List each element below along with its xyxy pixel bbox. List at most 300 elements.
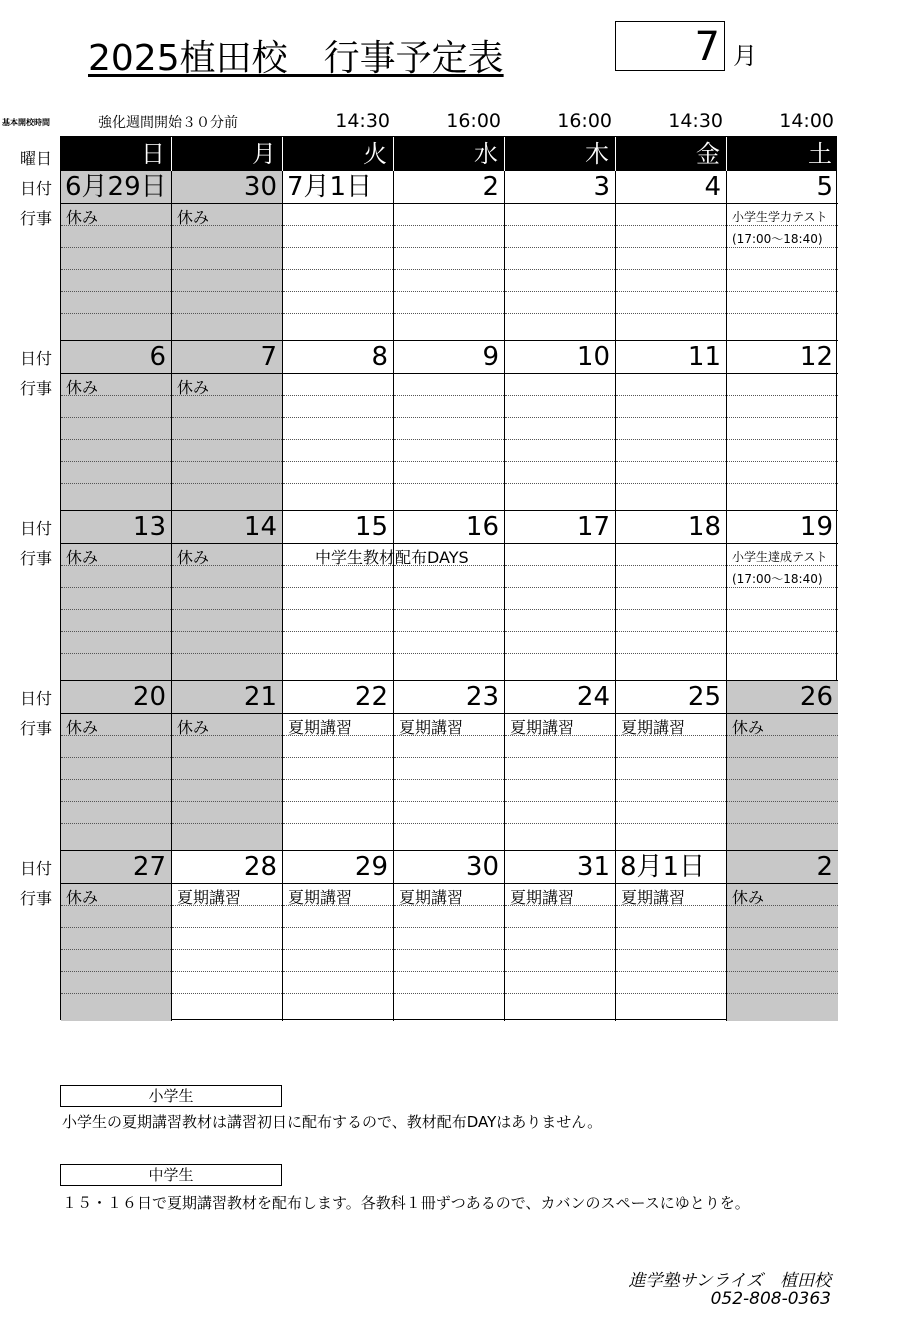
- dotted-line: [283, 483, 393, 484]
- day-cell: [172, 171, 283, 341]
- day-cell: [505, 511, 616, 681]
- day-cell: [172, 851, 283, 1021]
- dotted-line: [727, 461, 838, 462]
- dotted-line: [172, 823, 282, 824]
- dotted-line: [727, 779, 838, 780]
- dotted-line: [283, 631, 393, 632]
- elementary-note: 小学生の夏期講習教材は講習初日に配布するので、教材配布DAYはありません。: [62, 1113, 603, 1131]
- dotted-line: [172, 461, 282, 462]
- row-label-date: 日付: [20, 859, 53, 878]
- row-label-event: 行事: [20, 549, 53, 568]
- dotted-line: [616, 779, 726, 780]
- dotted-line: [727, 247, 838, 248]
- day-number: 5: [816, 172, 833, 202]
- dotted-line: [505, 757, 615, 758]
- dotted-line: [394, 483, 504, 484]
- dotted-line: [727, 395, 838, 396]
- dotted-line: [394, 587, 504, 588]
- day-cell: [61, 851, 172, 1021]
- date-divider: [394, 373, 504, 374]
- day-cell: [394, 341, 505, 511]
- event-label: 休み: [66, 378, 99, 397]
- day-cell: [727, 681, 838, 851]
- day-cell: [505, 681, 616, 851]
- dotted-line: [727, 993, 838, 994]
- day-number: 2: [482, 172, 499, 202]
- dotted-line: [505, 801, 615, 802]
- dotted-line: [727, 823, 838, 824]
- event-label: 夏期講習: [288, 718, 353, 737]
- dotted-line: [616, 949, 726, 950]
- time-thursday: 16:00: [557, 110, 612, 132]
- dotted-line: [172, 757, 282, 758]
- date-divider: [394, 883, 504, 884]
- day-cell: [505, 851, 616, 1021]
- row-label-date: 日付: [20, 519, 53, 538]
- dotted-line: [61, 801, 171, 802]
- day-number: 12: [799, 342, 833, 372]
- event-label: 夏期講習: [177, 888, 242, 907]
- event-label: 休み: [177, 548, 210, 567]
- dotted-line: [172, 313, 282, 314]
- dotted-line: [505, 609, 615, 610]
- day-number: 4: [704, 172, 721, 202]
- dotted-line: [727, 927, 838, 928]
- date-divider: [283, 713, 393, 714]
- day-number: 7月1日: [287, 172, 373, 202]
- row-label-event: 行事: [20, 889, 53, 908]
- day-number: 2: [816, 852, 833, 882]
- day-cell: [394, 681, 505, 851]
- dotted-line: [61, 417, 171, 418]
- dotted-line: [172, 291, 282, 292]
- dotted-line: [505, 417, 615, 418]
- dotted-line: [61, 993, 171, 994]
- dotted-line: [283, 801, 393, 802]
- dotted-line: [61, 461, 171, 462]
- date-divider: [505, 883, 615, 884]
- dotted-line: [283, 949, 393, 950]
- dotted-line: [394, 439, 504, 440]
- time-wednesday: 16:00: [446, 110, 501, 132]
- event-label: 夏期講習: [621, 718, 686, 737]
- date-divider: [505, 373, 615, 374]
- date-divider: [394, 543, 504, 544]
- day-number: 6: [149, 342, 166, 372]
- date-divider: [283, 883, 393, 884]
- dotted-line: [394, 461, 504, 462]
- row-label-date: 日付: [20, 179, 53, 198]
- day-cell: [283, 341, 394, 511]
- dotted-line: [505, 439, 615, 440]
- dotted-line: [61, 779, 171, 780]
- date-divider: [505, 543, 615, 544]
- event-label: 休み: [732, 718, 765, 737]
- dotted-line: [283, 269, 393, 270]
- row-label-event: 行事: [20, 379, 53, 398]
- day-number: 9: [482, 342, 499, 372]
- date-divider: [283, 543, 393, 544]
- dotted-line: [61, 483, 171, 484]
- dotted-line: [727, 587, 838, 588]
- row-label-date: 日付: [20, 349, 53, 368]
- day-number: 28: [243, 852, 277, 882]
- date-divider: [283, 373, 393, 374]
- dotted-line: [283, 971, 393, 972]
- dotted-line: [172, 483, 282, 484]
- date-divider: [616, 713, 726, 714]
- day-number: 13: [132, 512, 166, 542]
- day-number: 23: [465, 682, 499, 712]
- dotted-line: [505, 971, 615, 972]
- dotted-line: [616, 417, 726, 418]
- day-number: 31: [576, 852, 610, 882]
- dotted-line: [505, 993, 615, 994]
- dotted-line: [283, 225, 393, 226]
- row-label-event: 行事: [20, 719, 53, 738]
- day-number: 10: [576, 342, 610, 372]
- dotted-line: [616, 993, 726, 994]
- dotted-line: [61, 949, 171, 950]
- event-label: 休み: [177, 208, 210, 227]
- dotted-line: [283, 291, 393, 292]
- dotted-line: [727, 313, 838, 314]
- dotted-line: [61, 971, 171, 972]
- dotted-line: [727, 801, 838, 802]
- event-label: (17:00～18:40): [732, 232, 823, 246]
- event-label: 夏期講習: [510, 718, 575, 737]
- dotted-line: [505, 823, 615, 824]
- day-number: 29: [354, 852, 388, 882]
- dotted-line: [505, 587, 615, 588]
- weekday-wed: 水: [394, 137, 505, 171]
- event-label: 夏期講習: [288, 888, 353, 907]
- day-cell: [61, 341, 172, 511]
- dotted-line: [505, 225, 615, 226]
- dotted-line: [283, 609, 393, 610]
- time-saturday: 14:00: [779, 110, 834, 132]
- day-number: 22: [354, 682, 388, 712]
- day-cell: [61, 511, 172, 681]
- dotted-line: [394, 417, 504, 418]
- dotted-line: [283, 993, 393, 994]
- dotted-line: [61, 247, 171, 248]
- day-number: 17: [576, 512, 610, 542]
- date-divider: [616, 543, 726, 544]
- dotted-line: [727, 291, 838, 292]
- date-divider: [616, 203, 726, 204]
- day-cell: [727, 171, 838, 341]
- date-divider: [394, 713, 504, 714]
- day-number: 25: [687, 682, 721, 712]
- dotted-line: [172, 801, 282, 802]
- dotted-line: [283, 461, 393, 462]
- dotted-line: [283, 587, 393, 588]
- weekday-sun: 日: [61, 137, 172, 171]
- date-divider: [172, 203, 282, 204]
- weekday-thu: 木: [505, 137, 616, 171]
- dotted-line: [727, 949, 838, 950]
- dotted-line: [283, 757, 393, 758]
- day-cell: [61, 681, 172, 851]
- event-label: 休み: [66, 548, 99, 567]
- day-cell: [727, 511, 838, 681]
- day-cell: [172, 511, 283, 681]
- dotted-line: [394, 653, 504, 654]
- dotted-line: [61, 823, 171, 824]
- day-cell: [394, 851, 505, 1021]
- date-divider: [727, 713, 838, 714]
- day-number: 16: [465, 512, 499, 542]
- dotted-line: [394, 779, 504, 780]
- dotted-line: [394, 823, 504, 824]
- event-label: 休み: [66, 208, 99, 227]
- dotted-line: [394, 269, 504, 270]
- day-number: 30: [243, 172, 277, 202]
- day-number: 24: [576, 682, 610, 712]
- dotted-line: [394, 949, 504, 950]
- time-tuesday: 14:30: [335, 110, 390, 132]
- date-divider: [172, 883, 282, 884]
- dotted-line: [505, 461, 615, 462]
- dotted-line: [616, 225, 726, 226]
- dotted-line: [616, 247, 726, 248]
- event-label: 夏期講習: [510, 888, 575, 907]
- dotted-line: [283, 417, 393, 418]
- date-divider: [394, 203, 504, 204]
- dotted-line: [61, 439, 171, 440]
- day-number: 21: [243, 682, 277, 712]
- day-number: 27: [132, 852, 166, 882]
- dotted-line: [616, 823, 726, 824]
- dotted-line: [61, 587, 171, 588]
- day-cell: [172, 341, 283, 511]
- dotted-line: [394, 225, 504, 226]
- dotted-line: [172, 269, 282, 270]
- dotted-line: [727, 757, 838, 758]
- day-number: 8月1日: [620, 852, 706, 882]
- date-divider: [61, 203, 171, 204]
- day-number: 8: [371, 342, 388, 372]
- date-divider: [616, 883, 726, 884]
- span-event-label: 中学生教材配布DAYS: [315, 548, 469, 567]
- dotted-line: [283, 653, 393, 654]
- weekday-mon: 月: [172, 137, 283, 171]
- dotted-line: [505, 291, 615, 292]
- dotted-line: [61, 609, 171, 610]
- dotted-line: [172, 417, 282, 418]
- event-label: 小学生学力テスト: [732, 210, 828, 224]
- dotted-line: [283, 395, 393, 396]
- dotted-line: [616, 971, 726, 972]
- day-number: 14: [243, 512, 277, 542]
- month-box: [615, 21, 725, 71]
- dotted-line: [505, 247, 615, 248]
- dotted-line: [394, 609, 504, 610]
- dotted-line: [61, 291, 171, 292]
- event-label: 小学生達成テスト: [732, 550, 828, 564]
- dotted-line: [394, 247, 504, 248]
- dotted-line: [172, 927, 282, 928]
- dotted-line: [61, 313, 171, 314]
- dotted-line: [172, 587, 282, 588]
- row-label-weekday: 曜日: [20, 149, 53, 168]
- event-label: 休み: [177, 718, 210, 737]
- weekday-fri: 金: [616, 137, 727, 171]
- dotted-line: [394, 757, 504, 758]
- dotted-line: [505, 927, 615, 928]
- dotted-line: [727, 631, 838, 632]
- date-divider: [61, 543, 171, 544]
- dotted-line: [394, 631, 504, 632]
- day-cell: [283, 681, 394, 851]
- day-cell: [727, 341, 838, 511]
- dotted-line: [616, 927, 726, 928]
- dotted-line: [283, 927, 393, 928]
- event-label: 休み: [66, 718, 99, 737]
- date-divider: [505, 713, 615, 714]
- dotted-line: [616, 483, 726, 484]
- dotted-line: [616, 461, 726, 462]
- event-label: 休み: [732, 888, 765, 907]
- event-label: 休み: [66, 888, 99, 907]
- dotted-line: [394, 313, 504, 314]
- junior-high-note: １５・１６日で夏期講習教材を配布します。各教科１冊ずつあるので、カバンのスペースにゆとりを。: [62, 1194, 750, 1212]
- day-cell: [616, 341, 727, 511]
- dotted-line: [505, 949, 615, 950]
- dotted-line: [61, 269, 171, 270]
- day-cell: [394, 511, 505, 681]
- event-label: 夏期講習: [399, 888, 464, 907]
- dotted-line: [505, 483, 615, 484]
- date-divider: [172, 713, 282, 714]
- dotted-line: [727, 653, 838, 654]
- dotted-line: [394, 801, 504, 802]
- dotted-line: [616, 587, 726, 588]
- day-number: 7: [260, 342, 277, 372]
- school-name: 進学塾サンライズ 植田校: [628, 1271, 831, 1291]
- day-cell: [616, 681, 727, 851]
- dotted-line: [616, 609, 726, 610]
- phone-number: 052-808-0363: [710, 1289, 831, 1309]
- day-cell: [283, 851, 394, 1021]
- dotted-line: [172, 609, 282, 610]
- day-number: 26: [799, 682, 833, 712]
- dotted-line: [394, 971, 504, 972]
- dotted-line: [283, 439, 393, 440]
- dotted-line: [727, 225, 838, 226]
- time-friday: 14:30: [668, 110, 723, 132]
- row-label-event: 行事: [20, 209, 53, 228]
- dotted-line: [727, 483, 838, 484]
- day-cell: [172, 681, 283, 851]
- dotted-line: [61, 757, 171, 758]
- day-cell: [61, 171, 172, 341]
- dotted-line: [283, 823, 393, 824]
- date-divider: [505, 203, 615, 204]
- dotted-line: [394, 993, 504, 994]
- dotted-line: [505, 565, 615, 566]
- date-divider: [727, 883, 838, 884]
- dotted-line: [616, 631, 726, 632]
- day-number: 30: [465, 852, 499, 882]
- row-label-date: 日付: [20, 689, 53, 708]
- dotted-line: [172, 439, 282, 440]
- day-cell: [394, 171, 505, 341]
- day-number: 20: [132, 682, 166, 712]
- day-number: 18: [687, 512, 721, 542]
- dotted-line: [616, 395, 726, 396]
- dotted-line: [616, 565, 726, 566]
- dotted-line: [505, 653, 615, 654]
- date-divider: [61, 883, 171, 884]
- dotted-line: [394, 927, 504, 928]
- dotted-line: [172, 247, 282, 248]
- dotted-line: [172, 631, 282, 632]
- basic-time-note: 強化週間開始３０分前: [98, 115, 238, 131]
- dotted-line: [172, 971, 282, 972]
- day-number: 11: [687, 342, 721, 372]
- date-divider: [727, 543, 838, 544]
- page-title: 2025植田校 行事予定表: [88, 38, 504, 79]
- dotted-line: [283, 779, 393, 780]
- dotted-line: [616, 439, 726, 440]
- dotted-line: [727, 609, 838, 610]
- calendar-grid: [60, 136, 837, 1020]
- dotted-line: [61, 631, 171, 632]
- dotted-line: [394, 395, 504, 396]
- dotted-line: [616, 757, 726, 758]
- date-divider: [61, 713, 171, 714]
- month-unit: 月: [733, 42, 757, 70]
- junior-high-heading: 中学生: [60, 1164, 282, 1186]
- day-number: 15: [354, 512, 388, 542]
- weekday-sat: 土: [808, 140, 832, 168]
- dotted-line: [172, 779, 282, 780]
- day-cell: [616, 851, 727, 1021]
- weekday-header: [61, 137, 836, 171]
- day-cell: [616, 171, 727, 341]
- event-label: (17:00～18:40): [732, 572, 823, 586]
- dotted-line: [505, 779, 615, 780]
- dotted-line: [616, 313, 726, 314]
- dotted-line: [172, 949, 282, 950]
- day-cell: [505, 171, 616, 341]
- date-divider: [61, 373, 171, 374]
- date-divider: [172, 373, 282, 374]
- weekday-tue: 火: [283, 137, 394, 171]
- event-label: 休み: [177, 378, 210, 397]
- dotted-line: [505, 631, 615, 632]
- dotted-line: [505, 269, 615, 270]
- day-number: 6月29日: [65, 172, 167, 202]
- day-cell: [283, 171, 394, 341]
- dotted-line: [727, 439, 838, 440]
- dotted-line: [616, 653, 726, 654]
- dotted-line: [505, 313, 615, 314]
- date-divider: [727, 203, 838, 204]
- dotted-line: [394, 291, 504, 292]
- day-cell: [505, 341, 616, 511]
- dotted-line: [727, 269, 838, 270]
- day-cell: [727, 851, 838, 1021]
- day-cell: [283, 511, 394, 681]
- event-label: 夏期講習: [399, 718, 464, 737]
- dotted-line: [727, 417, 838, 418]
- dotted-line: [61, 653, 171, 654]
- dotted-line: [616, 801, 726, 802]
- dotted-line: [727, 971, 838, 972]
